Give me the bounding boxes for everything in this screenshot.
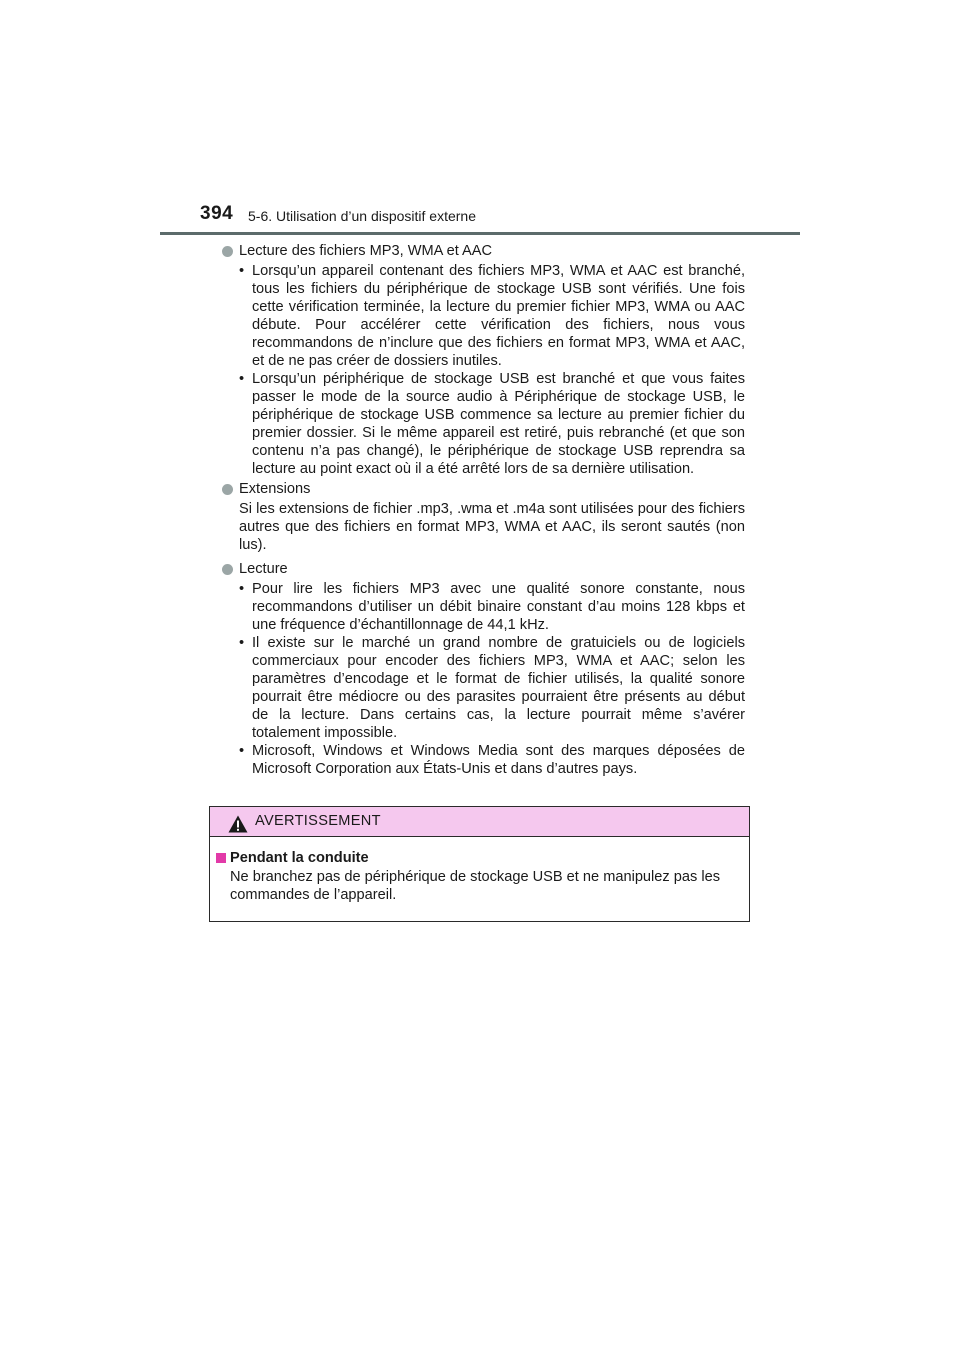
warning-subheading-text: Pendant la conduite <box>230 850 369 866</box>
header-rule <box>160 232 800 235</box>
list-item <box>222 370 745 478</box>
list-item <box>222 742 745 778</box>
warning-title: AVERTISSEMENT <box>255 813 381 829</box>
warning-header <box>210 807 749 837</box>
list-marker: • <box>239 581 245 597</box>
list-item-text: Pour lire les fichiers MP3 avec une qualité sonore constante, nous recommandons d’utiliser un débit binaire constant d’au moins 128 kbps et une fréquence d’échantillonnage de 44,1 kHz. <box>252 581 745 633</box>
square-bullet-icon <box>216 853 226 863</box>
list-item-text: Lorsqu’un appareil contenant des fichiers MP3, WMA et AAC est branché, tous les fichiers du périphérique de stockage USB sont vérifiés. Une fois cette vérification terminée, la lecture du premier fichier MP3, WMA ou AAC débute. Pour accélérer cette vérification des fichiers, nous vous recommandons de n’inclure que des fichiers en format MP3, WMA et AAC, et de ne pas créer de dossiers inutiles. <box>252 263 745 369</box>
list-marker: • <box>239 263 245 279</box>
section-heading-extensions <box>222 480 745 498</box>
list-item-text: Microsoft, Windows et Windows Media sont des marques déposées de Microsoft Corporation aux États-Unis et dans d’autres pays. <box>252 743 745 777</box>
page-number: 394 <box>200 203 234 224</box>
section-title: 5-6. Utilisation d’un dispositif externe <box>248 208 477 224</box>
list-marker: • <box>239 371 245 387</box>
section-heading-text: Lecture <box>239 561 288 577</box>
list-item-text: Il existe sur le marché un grand nombre de gratuiciels ou de logiciels commerciaux pour encoder des fichiers MP3, WMA et AAC; selon les paramètres d’encodage et le format de fichier utilisés, la qualité sonore pourrait être médiocre ou des parasites pourraient être présents au début de la lecture. Dans certains cas, la lecture pourrait même s’avérer totalement impossible. <box>252 635 745 741</box>
warning-subheading <box>216 849 741 867</box>
section-heading-playback-files <box>222 242 745 260</box>
warning-box <box>209 806 750 922</box>
warning-text: Ne branchez pas de périphérique de stockage USB et ne manipulez pas les commandes de l’appareil. <box>230 869 721 903</box>
main-content <box>222 242 745 778</box>
list-item-text: Lorsqu’un périphérique de stockage USB est branché et que vous faites passer le mode de la source audio à Périphérique de stockage USB, le périphérique de stockage USB commence sa lecture au premier fichier du premier dossier. Si le même appareil est retiré, puis rebranché (et que son contenu n’a pas changé), le périphérique de stockage USB reprendra sa lecture au point exact où il a été arrêté lors de sa dernière utilisation. <box>252 371 745 477</box>
list-item <box>222 262 745 370</box>
warning-body <box>216 849 741 904</box>
warning-triangle-icon <box>228 815 248 833</box>
bullet-dot-icon <box>222 484 233 495</box>
list-item <box>222 580 745 634</box>
list-marker: • <box>239 635 245 651</box>
bullet-dot-icon <box>222 564 233 575</box>
list-marker: • <box>239 743 245 759</box>
list-item <box>222 634 745 742</box>
extensions-paragraph: Si les extensions de fichier .mp3, .wma et .m4a sont utilisées pour des fichiers autres que des fichiers en format MP3, WMA et AAC, ils seront sautés (non lus). <box>239 501 745 553</box>
bullet-dot-icon <box>222 246 233 257</box>
lecture-list <box>222 580 745 778</box>
page-header <box>0 0 960 240</box>
playback-files-list <box>222 262 745 478</box>
section-heading-lecture <box>222 560 745 578</box>
section-heading-text: Lecture des fichiers MP3, WMA et AAC <box>239 243 493 259</box>
section-heading-text: Extensions <box>239 481 311 497</box>
